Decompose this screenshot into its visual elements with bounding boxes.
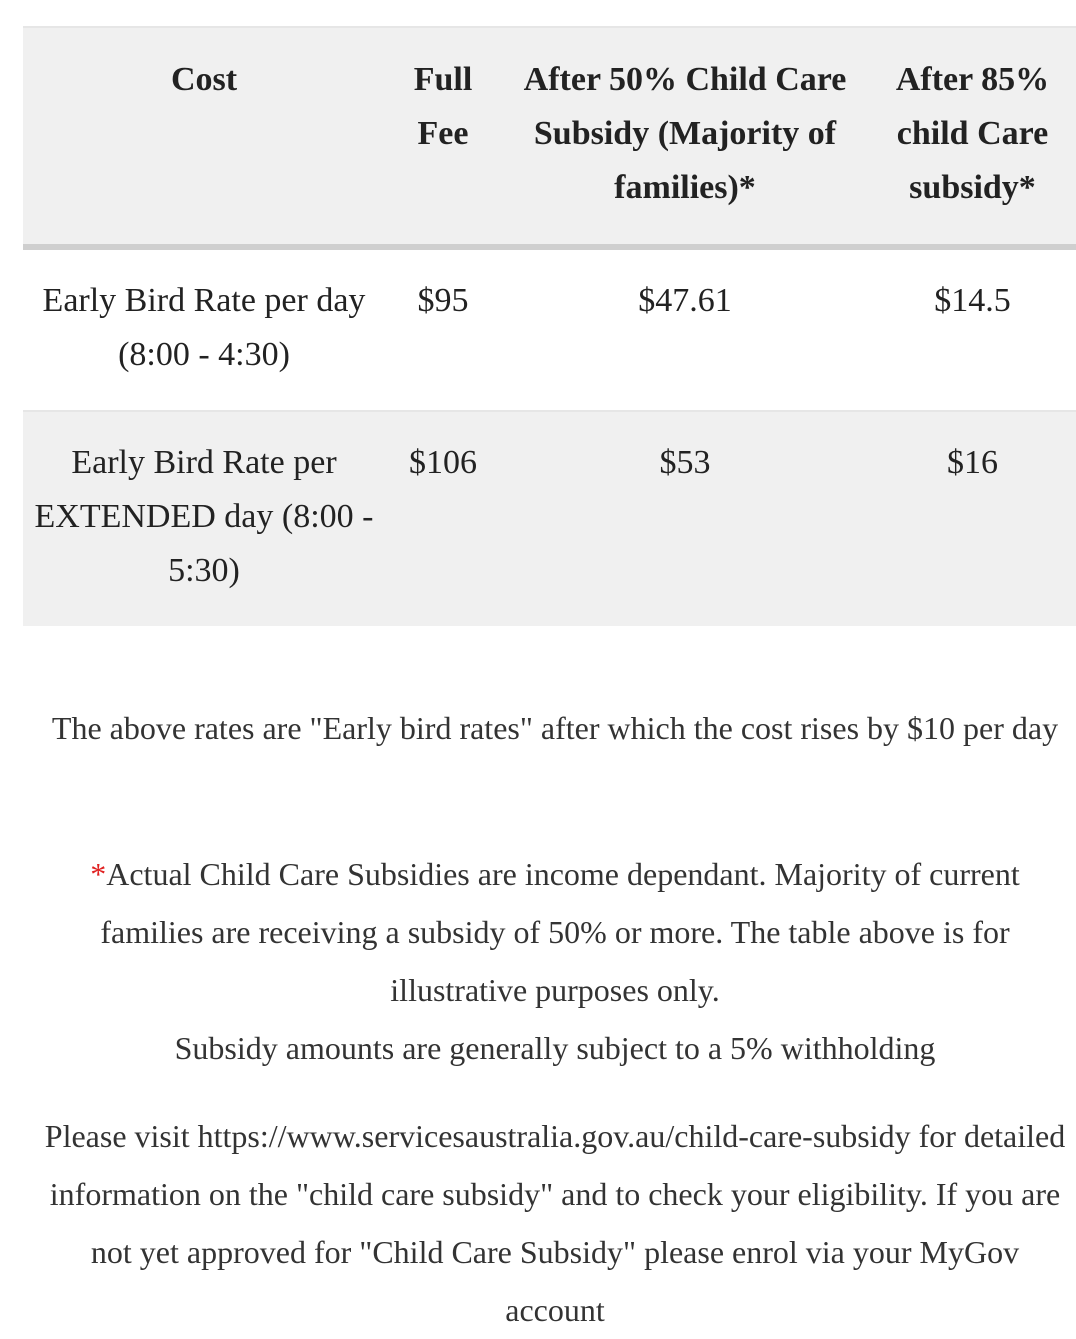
after-50-value: $47.61 [638, 282, 732, 319]
full-fee-value: $95 [417, 282, 469, 319]
row-label: Early Bird Rate per day (8:00 - 4:30) [42, 282, 366, 373]
table-row [23, 411, 1076, 626]
fee-table-header [23, 28, 1076, 247]
fee-table [23, 28, 1076, 626]
asterisk-marker: * [90, 856, 107, 892]
after-85-value: $16 [947, 444, 998, 481]
early-bird-note: The above rates are "Early bird rates" after which the cost rises by $10 per day [51, 710, 1059, 746]
table-row [23, 247, 1076, 411]
row-label: Early Bird Rate per EXTENDED day (8:00 - 5:30) [34, 444, 374, 589]
withholding-note: Subsidy amounts are generally subject to a 5% withholding [174, 1030, 936, 1066]
subsidy-disclaimer [40, 845, 1070, 1077]
subsidy-disclaimer-text: Actual Child Care Subsidies are income dependant. Majority of current families are receiving a subsidy of 50% or more. The table above is for illustrative purposes only. [100, 856, 1020, 1008]
fee-table-container [23, 26, 1076, 626]
eligibility-note: Please visit https://www.servicesaustralia.gov.au/child-care-subsidy for detailed information on the "child care subsidy" and to check your eligibility. If you are not yet approved for "Child Care Subsidy" please enrol via your MyGov account [44, 1118, 1066, 1328]
header-after-85-subsidy: After 85% child Care subsidy* [895, 61, 1050, 206]
header-full-fee: Full Fee [413, 61, 473, 152]
fee-table-body [23, 247, 1076, 626]
full-fee-value: $106 [409, 444, 477, 481]
header-row [23, 28, 1076, 247]
header-after-50-subsidy: After 50% Child Care Subsidy (Majority of families)* [523, 61, 847, 206]
header-cost: Cost [170, 61, 238, 98]
after-50-value: $53 [659, 444, 711, 481]
after-85-value: $14.5 [934, 282, 1011, 319]
